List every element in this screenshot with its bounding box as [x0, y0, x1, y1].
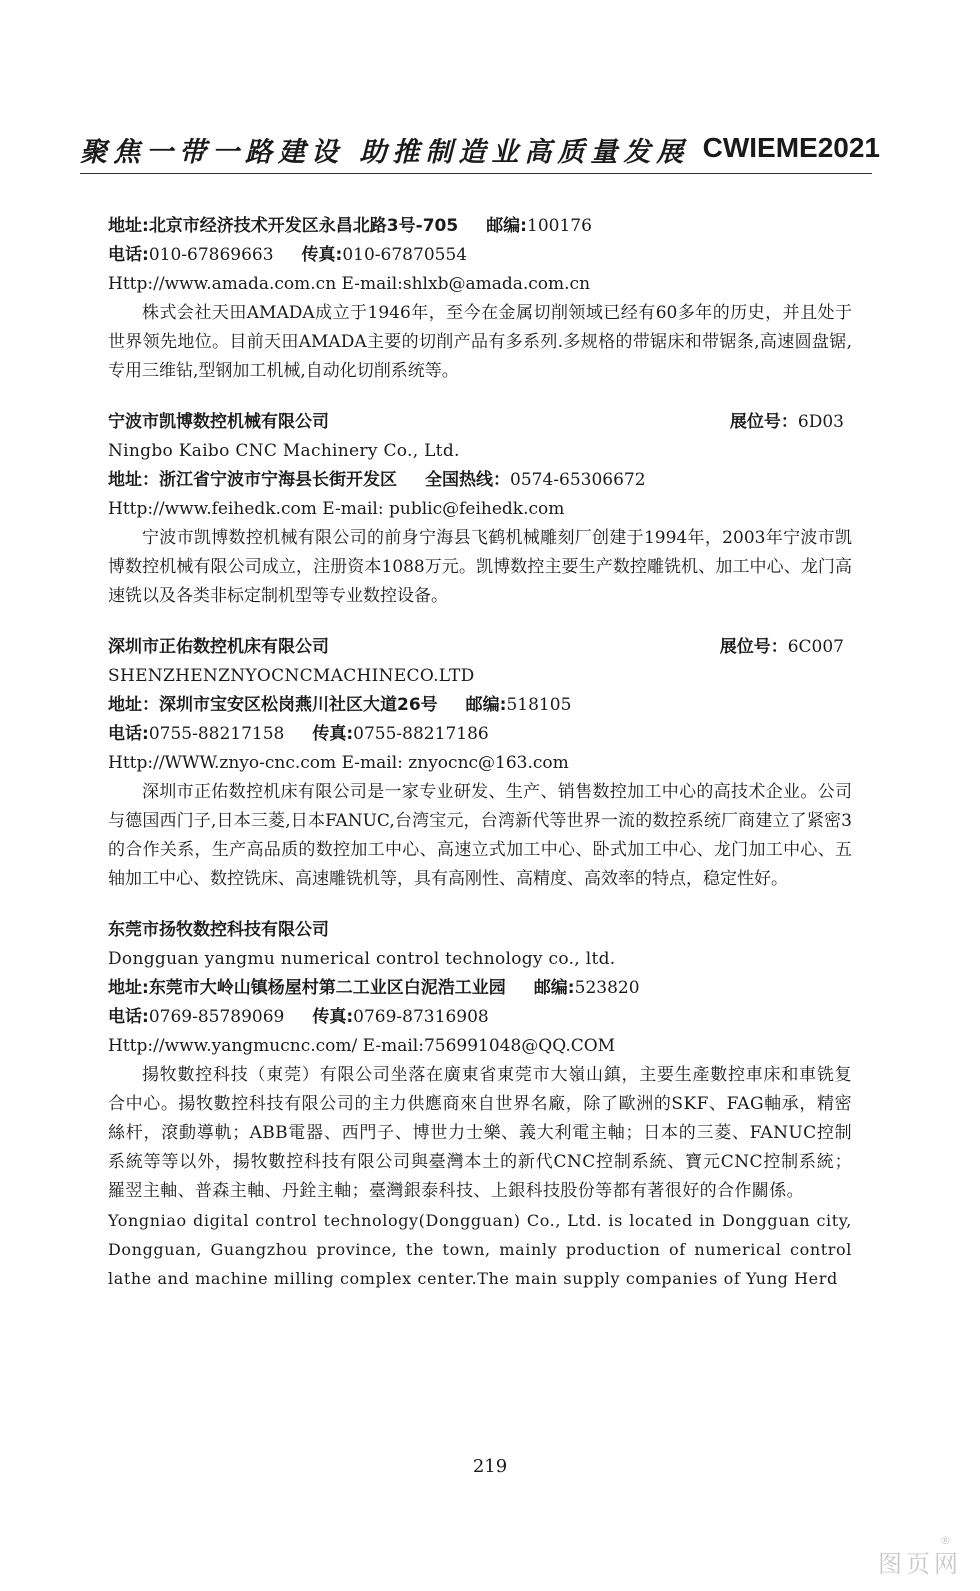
company-description-traditional: 揚牧數控科技（東莞）有限公司坐落在廣東省東莞市大嶺山鎮，主要生產數控車床和車铣复合中心。揚牧數控科技有限公司的主力供應商來自世界名廠，除了歐洲的SKF、FAG軸承，精密絲杆，滾動導軌；ABB電器、西門子、博世力士樂、義大利電主軸；日本的三菱、FANUC控制系統等等以外，揚牧數控科技有限公司與臺灣本土的新代CNC控制系統、寶元CNC控制系統；羅翌主軸、普森主軸、丹銓主軸；臺灣銀泰科技、上銀科技股份等都有著很好的合作關係。	[108, 1065, 852, 1201]
address-line: 地址：浙江省宁波市宁海县长街开发区 全国热线：0574-65306672	[108, 470, 646, 490]
booth-info: 展位号：6D03	[729, 412, 844, 432]
company-name-en: Dongguan yangmu numerical control technology co., ltd.	[108, 949, 616, 969]
phone-line: 电话:0755-88217158 传真:0755-88217186	[108, 724, 489, 744]
company-name: 深圳市正佑数控机床有限公司	[108, 637, 329, 657]
company-heading	[108, 408, 852, 437]
company-name-en: SHENZHENZNYOCNCMACHINECO.LTD	[108, 666, 475, 686]
page-number: 219	[472, 1456, 508, 1477]
web-email-line: Http://www.feihedk.com E-mail: public@feihedk.com	[108, 499, 565, 519]
company-description: 深圳市正佑数控机床有限公司是一家专业研发、生产、销售数控加工中心的高技术企业。公司与德国西门子,日本三菱,日本FANUC,台湾宝元，台湾新代等世界一流的数控系统厂商建立了紧密3的合作关系，生产高品质的数控加工中心、高速立式加工中心、卧式加工中心、龙门加工中心、五轴加工中心、数控铣床、高速雕铣机等，具有高刚性、高精度、高效率的特点，稳定性好。	[108, 782, 852, 889]
page-content	[108, 212, 852, 1293]
company-entry-yangmu	[108, 916, 852, 1293]
address-line: 地址:东莞市大岭山镇杨屋村第二工业区白泥浩工业园 邮编:523820	[108, 978, 640, 998]
booth-info: 展位号：6C007	[719, 637, 844, 657]
header-brand: CWIEME2021	[702, 132, 880, 163]
running-header	[80, 128, 880, 172]
company-description-english: Yongniao digital control technology(Dongguan) Co., Ltd. is located in Dongguan city, Dongguan, Guangzhou province, the town, mainly production of numerical control lathe and machine milling complex center.The main supply companies of Yung Herd	[108, 1211, 852, 1288]
address-line: 地址:北京市经济技术开发区永昌北路3号-705 邮编:100176	[108, 216, 592, 236]
watermark: 图页网 ®	[878, 1534, 962, 1578]
address-line: 地址：深圳市宝安区松岗燕川社区大道26号 邮编:518105	[108, 695, 572, 715]
company-heading	[108, 916, 852, 945]
registered-mark: ®	[940, 1534, 955, 1547]
company-description: 株式会社天田AMADA成立于1946年，至今在金属切削领域已经有60多年的历史，并且处于世界领先地位。目前天田AMADA主要的切削产品有多系列.多规格的带锯床和带锯条,高速圆盘锯,专用三维钻,型钢加工机械,自动化切削系统等。	[108, 303, 852, 381]
company-name: 东莞市扬牧数控科技有限公司	[108, 920, 329, 940]
web-email-line: Http://www.yangmucnc.com/ E-mail:756991048@QQ.COM	[108, 1036, 616, 1056]
phone-line: 电话:0769-85789069 传真:0769-87316908	[108, 1007, 489, 1027]
company-entry-kaibo	[108, 408, 852, 611]
header-divider	[80, 173, 872, 174]
company-entry-znyo	[108, 633, 852, 894]
web-email-line: Http://WWW.znyo-cnc.com E-mail: znyocnc@163.com	[108, 753, 569, 773]
header-title: 聚焦一带一路建设 助推制造业高质量发展	[80, 137, 690, 168]
company-name: 宁波市凯博数控机械有限公司	[108, 412, 329, 432]
phone-line: 电话:010-67869663 传真:010-67870554	[108, 245, 468, 265]
company-description: 宁波市凯博数控机械有限公司的前身宁海县飞鹤机械雕刻厂创建于1994年，2003年宁波市凯博数控机械有限公司成立，注册资本1088万元。凯博数控主要生产数控雕铣机、加工中心、龙门高速铣以及各类非标定制机型等专业数控设备。	[108, 528, 852, 606]
web-email-line: Http://www.amada.com.cn E-mail:shlxb@amada.com.cn	[108, 274, 591, 294]
company-entry-amada	[108, 212, 852, 386]
company-heading	[108, 633, 852, 662]
company-name-en: Ningbo Kaibo CNC Machinery Co., Ltd.	[108, 441, 460, 461]
